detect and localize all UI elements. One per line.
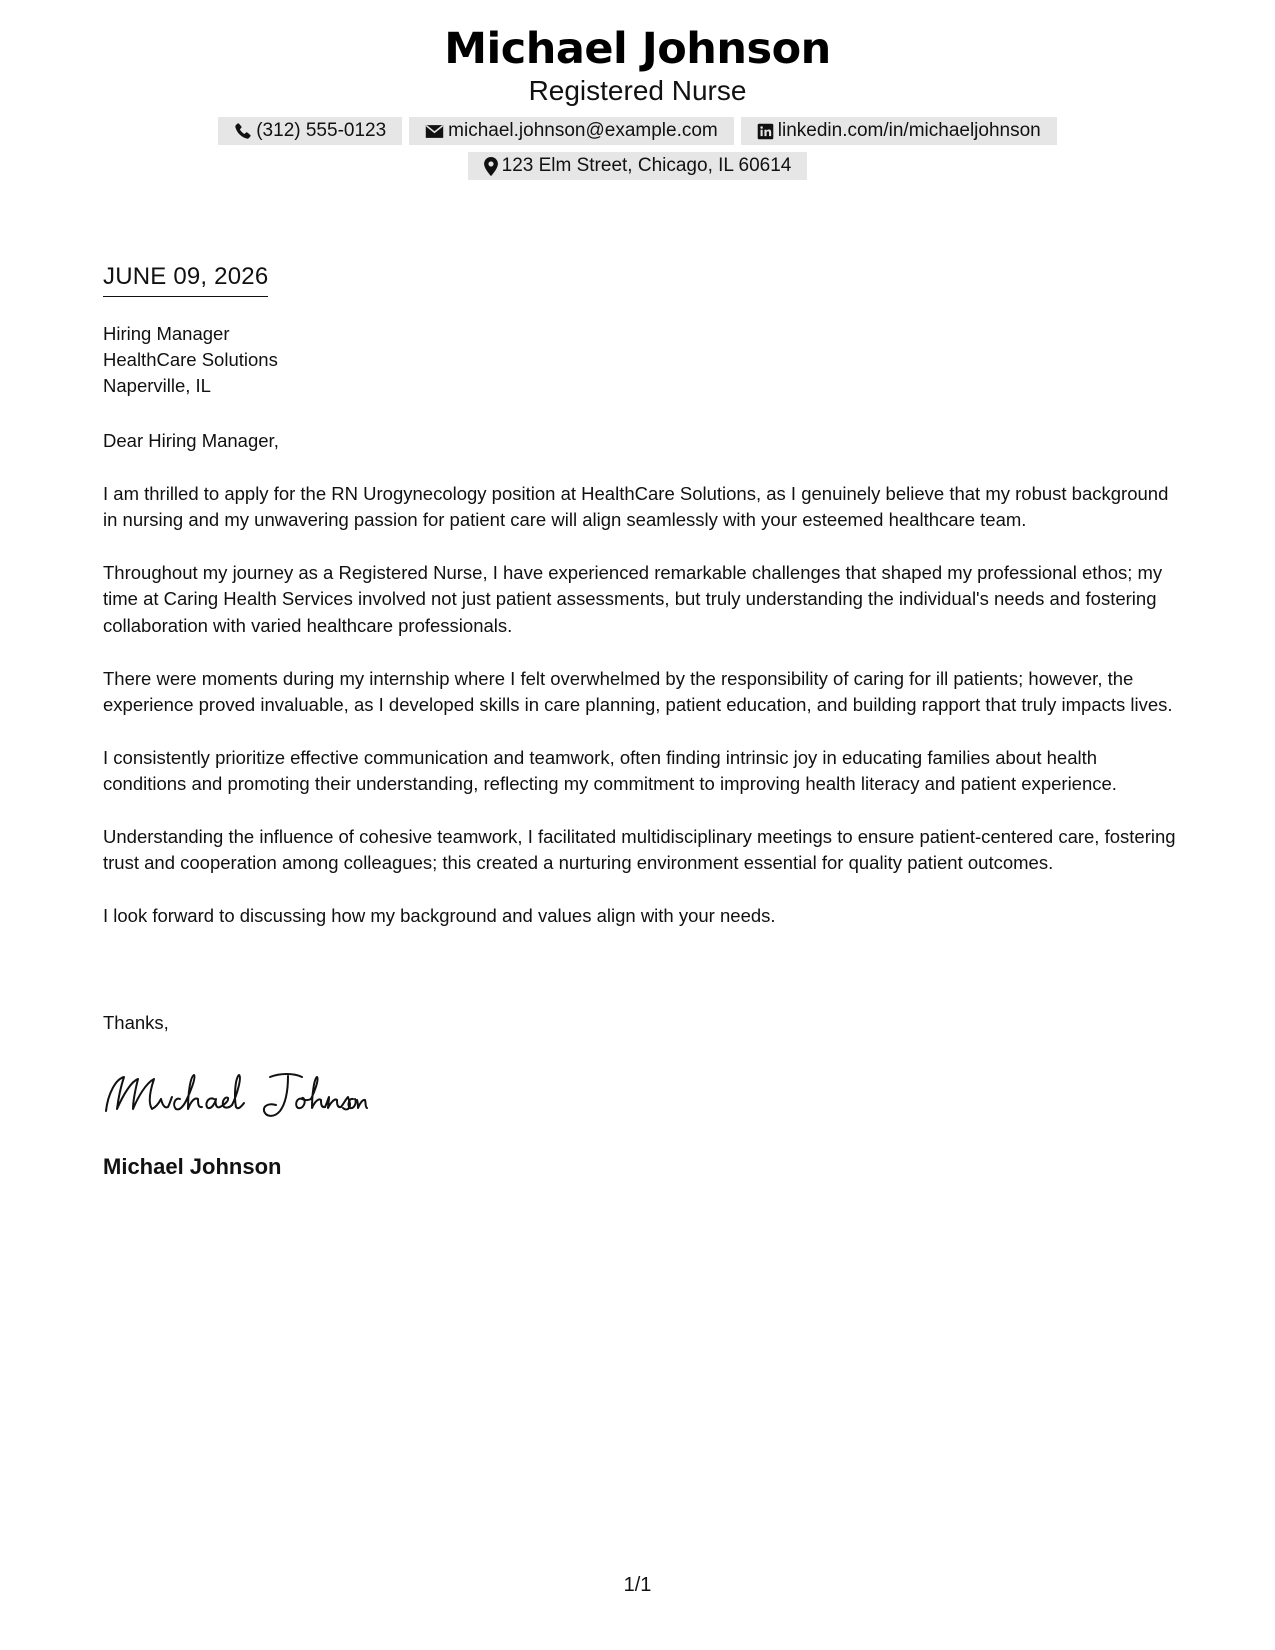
contact-address [468,152,808,180]
page-number: 1/1 [623,1574,652,1596]
salutation: Dear Hiring Manager, [103,430,279,451]
phone-text: (312) 555-0123 [256,120,387,141]
phone-icon [234,122,252,140]
contact-row-address [0,152,1275,180]
signed-name: Michael Johnson [103,1154,282,1179]
handwritten-signature [98,1063,368,1123]
body-paragraph: Understanding the influence of cohesive teamwork, I facilitated multidisciplinary meetings to ensure patient-centered care, fostering trust and cooperation among colleagues; this created a nurturing environment essential for quality patient outcomes. [103,826,1176,874]
linkedin-text: linkedin.com/in/michaeljohnson [777,120,1041,141]
letter-body [103,428,1178,956]
email-text: michael.johnson@example.com [448,120,718,141]
closing: Thanks, [103,1012,169,1033]
applicant-title: Registered Nurse [528,75,747,106]
address-text: 123 Elm Street, Chicago, IL 60614 [501,155,792,176]
linkedin-icon [757,123,774,140]
contact-linkedin [741,117,1057,145]
recipient-block [103,321,278,399]
letter-date: JUNE 09, 2026 [103,262,268,297]
contact-email [409,117,734,145]
letter-header [0,22,1275,180]
body-paragraph: There were moments during my internship where I felt overwhelmed by the responsibility of caring for ill patients; however, the experience proved invaluable, as I developed skills in care planning, patient education, and building rapport that truly impacts lives. [103,667,1173,716]
contact-row [0,117,1275,145]
body-paragraph: Throughout my journey as a Registered Nurse, I have experienced remarkable challenges that shaped my professional ethos; my time at Caring Health Services involved not just patient assessments, but truly understanding the individual's needs and fostering collaboration with varied healthcare professionals. [103,562,1163,636]
body-paragraph: I am thrilled to apply for the RN Urogynecology position at HealthCare Solutions, as I genuinely believe that my robust background in nursing and my unwavering passion for patient care will align seamlessly with your esteemed healthcare team. [103,482,1169,531]
recipient-name: Hiring Manager [103,323,230,344]
body-paragraph: I look forward to discussing how my background and values align with your needs. [103,905,776,927]
applicant-name: Michael Johnson [444,24,831,74]
recipient-location: Naperville, IL [103,375,211,396]
contact-phone [218,117,402,145]
body-paragraph: I consistently prioritize effective communication and teamwork, often finding intrinsic joy in educating families about health conditions and promoting their understanding, reflecting my commitment to improving health literacy and patient experience. [103,746,1117,795]
map-marker-icon [484,157,498,176]
envelope-icon [425,124,444,139]
recipient-company: HealthCare Solutions [103,349,278,370]
